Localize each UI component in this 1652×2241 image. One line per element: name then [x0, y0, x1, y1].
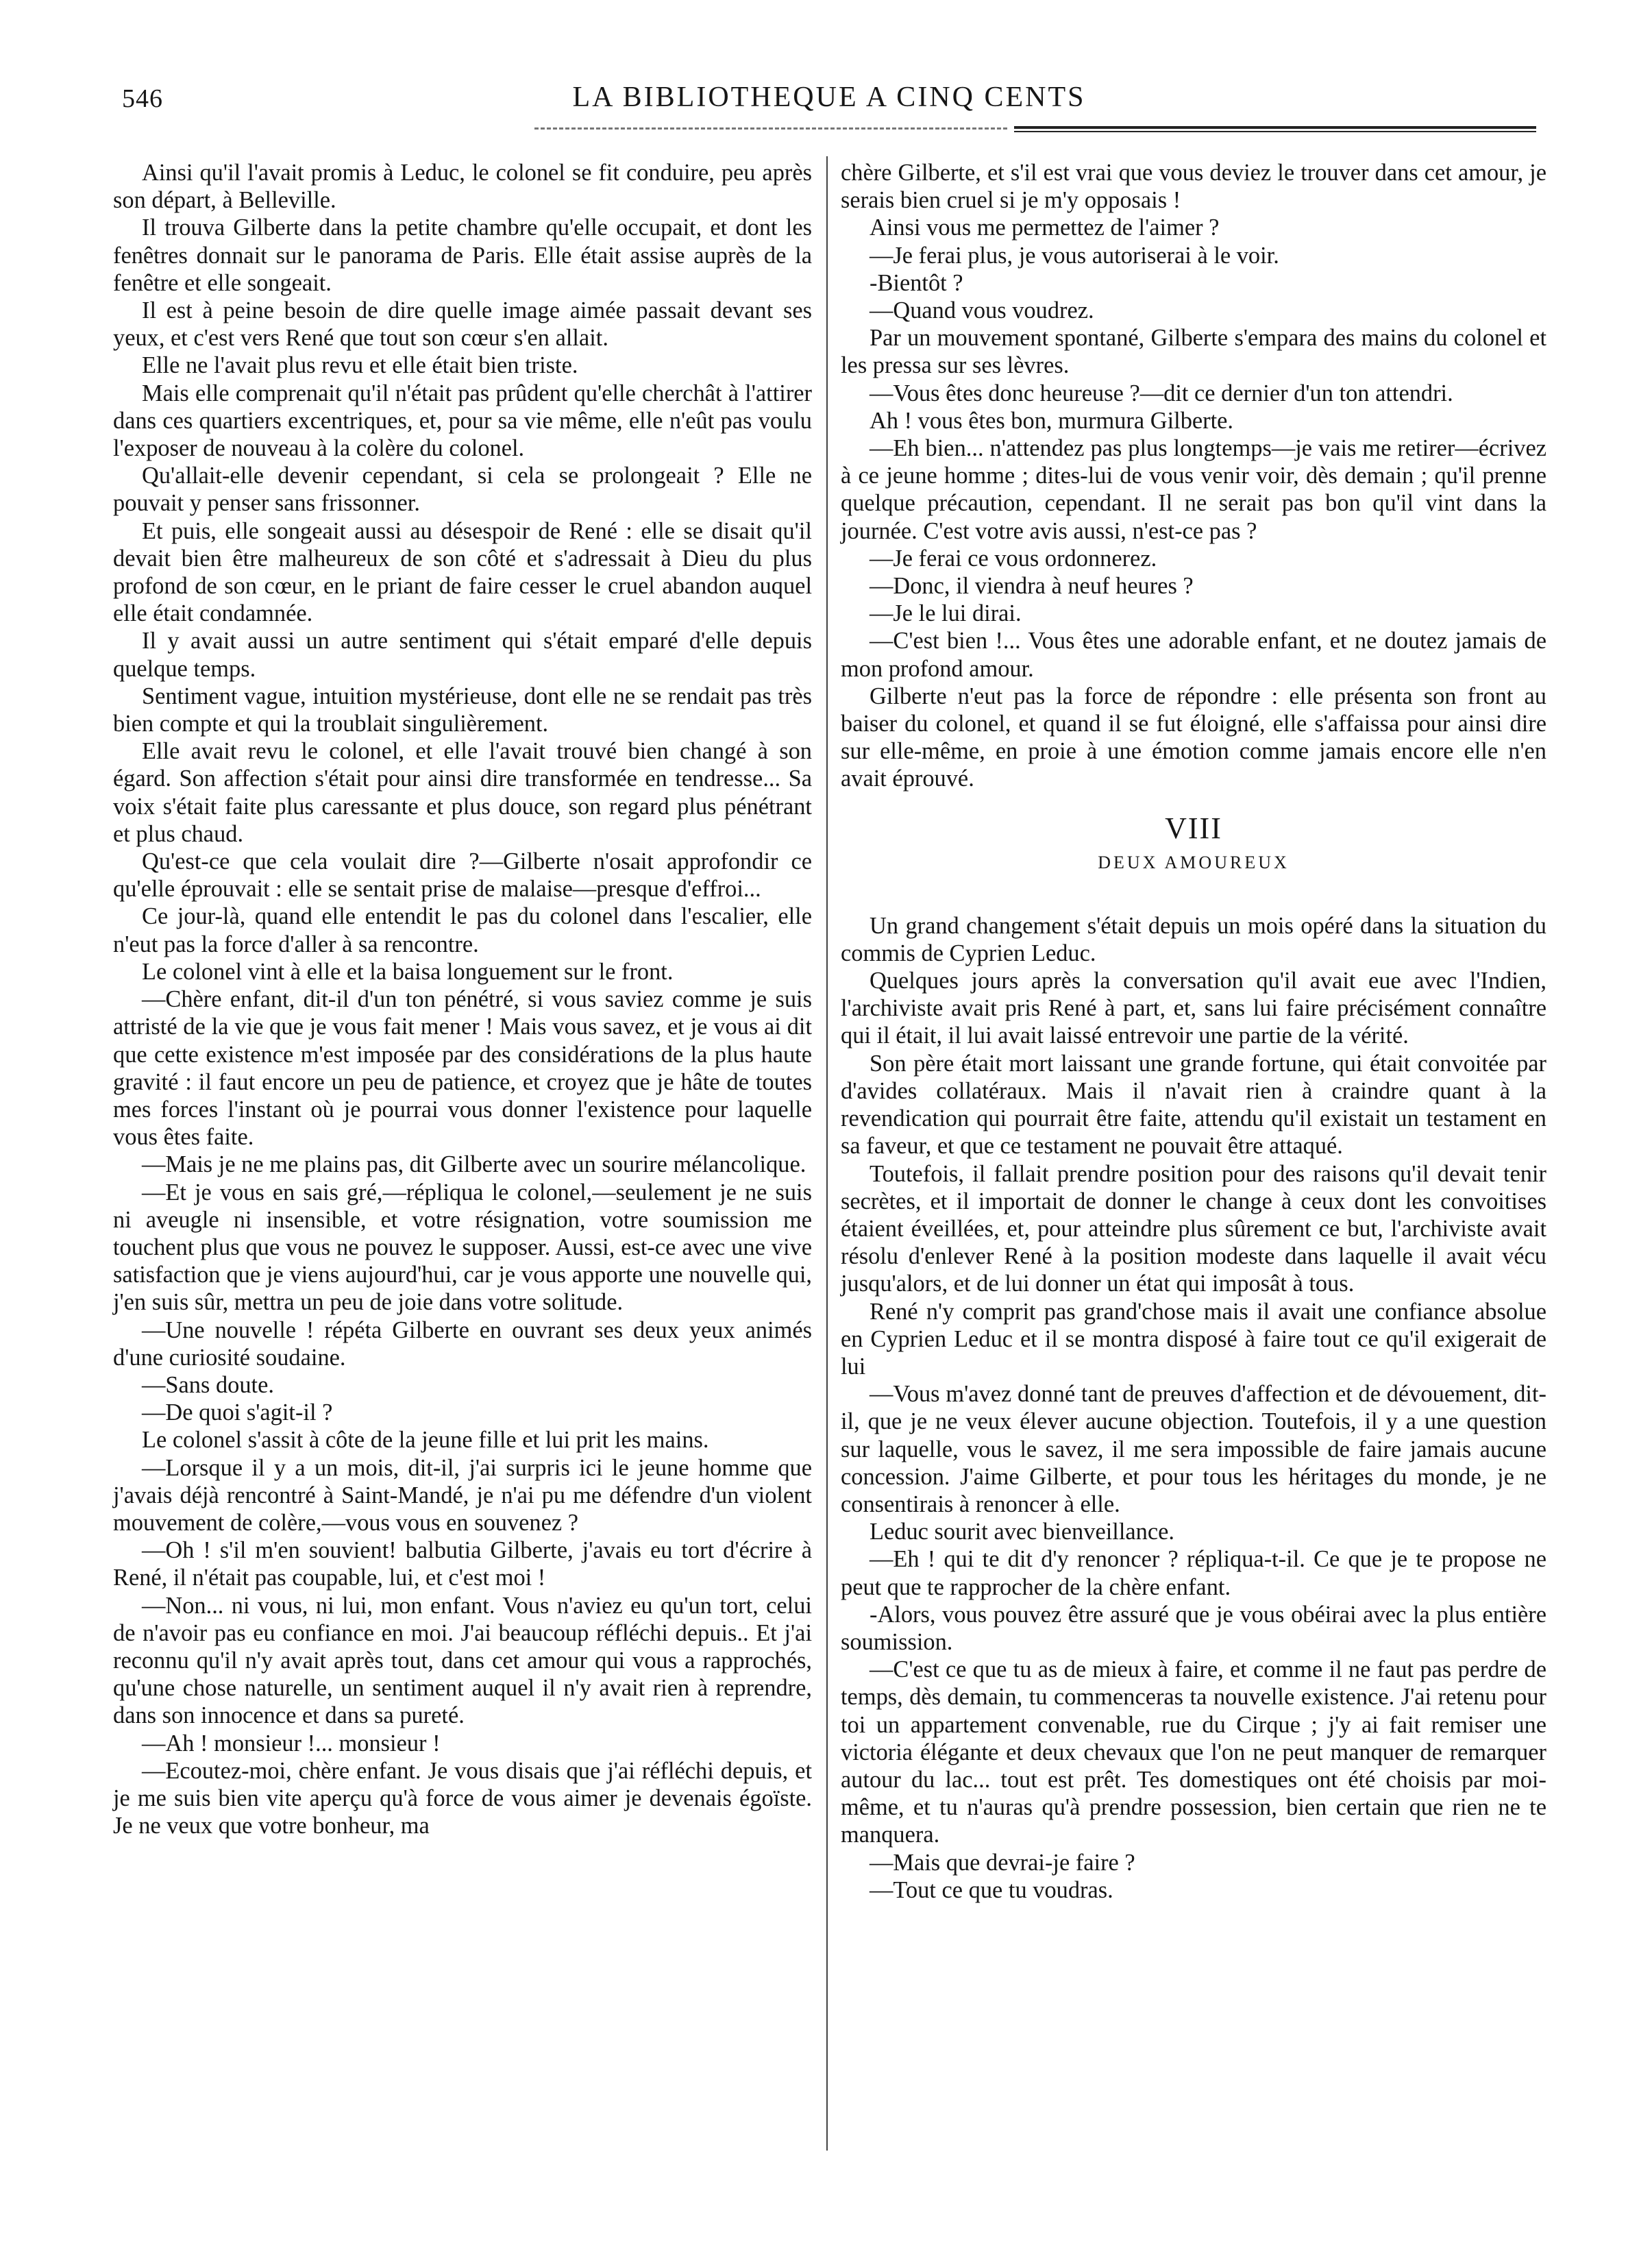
paragraph: Ah ! vous êtes bon, murmura Gilberte.: [870, 407, 1234, 434]
right-column: [841, 159, 1546, 1904]
paragraph: Il y avait aussi un autre sentiment qui s'était emparé d'elle depuis quelque temps.: [113, 628, 812, 682]
paragraph: Son père était mort laissant une grande fortune, qui était convoitée par d'avides collatéraux. Mais il n'avait rien à craindre quant à la revendication qui pourrait être faite, attendu qu'il existait un testament en sa faveur, et que ce testament ne pouvait être attaqué.: [841, 1050, 1546, 1160]
page-header: [122, 81, 1536, 129]
paragraph: —Vous êtes donc heureuse ?—dit ce dernier d'un ton attendri.: [870, 380, 1453, 406]
paragraph: —C'est ce que tu as de mieux à faire, et comme il ne faut pas perdre de temps, dès demain, tu commenceras ta nouvelle existence. J'ai retenu pour toi un appartement convenable, rue du Cirque ; j'y ai fait remiser une victoria élégante et deux chevaux que l'on ne peut manquer de remarquer autour du lac... tout est prêt. Tes domestiques ont été choisis par moi-même, et tu n'auras qu'à prendre possession, bien certain que rien ne te manquera.: [841, 1656, 1546, 1848]
paragraph: Toutefois, il fallait prendre position pour des raisons qu'il devait tenir secrètes, et il importait de donner le change à ceux dont les convoitises étaient éveillées, et, pour atteindre plus sûrement ce but, l'archiviste avait résolu d'enlever René à la position modeste dans laquelle il avait vécu jusqu'alors, et de lui donner un état qui imposât à tous.: [841, 1160, 1546, 1297]
paragraph: —Eh ! qui te dit d'y renoncer ? répliqua-t-il. Ce que je te propose ne peut que te rapprocher de la chère enfant.: [841, 1546, 1546, 1600]
header-dashed-rule: [534, 127, 1007, 130]
paragraph: —Non... ni vous, ni lui, mon enfant. Vous n'aviez eu qu'un tort, celui de n'avoir pas eu confiance en moi. J'ai beaucoup réfléchi depuis.. Et j'ai reconnu qu'il n'y avait après tout, dans cet amour qui vous a rapprochés, qu'une chose naturelle, un sentiment auquel il n'y avait rien à reprendre, dans son innocence et dans sa pureté.: [113, 1592, 812, 1729]
page-number: 546: [122, 84, 163, 113]
column-divider: [826, 156, 828, 2151]
paragraph: —Quand vous voudrez.: [870, 297, 1094, 324]
paragraph: —Je ferai ce vous ordonnerez.: [870, 545, 1157, 572]
paragraph: —Mais je ne me plains pas, dit Gilberte avec un sourire mélancolique.: [142, 1151, 806, 1178]
paragraph: Il trouva Gilberte dans la petite chambre qu'elle occupait, et dont les fenêtres donnait sur le panorama de Paris. Elle était assise auprès de la fenêtre et elle songeait.: [113, 215, 812, 296]
paragraph: —Chère enfant, dit-il d'un ton pénétré, si vous saviez comme je suis attristé de la vie que je vous fait mener ! Mais vous savez, et je vous ai dit que cette existence m'est imposée par des considérations de la plus haute gravité : il faut encore un peu de patience, et croyez que je hâte de toutes mes forces l'instant où je pourrai vous donner l'existence pour laquelle vous êtes faite.: [113, 986, 812, 1151]
paragraph: -Bientôt ?: [870, 269, 963, 296]
left-column: [113, 159, 812, 1839]
paragraph: Quelques jours après la conversation qu'il avait eue avec l'Indien, l'archiviste avait pris René à part, et, sans lui faire précisément connaître qui il était, il lui avait laissé entrevoir une partie de la vérité.: [841, 968, 1546, 1049]
paragraph: René n'y comprit pas grand'chose mais il avait une confiance absolue en Cyprien Leduc et il se montra disposé à faire tout ce qu'il exigerait de lui: [841, 1298, 1546, 1380]
paragraph: Ainsi qu'il l'avait promis à Leduc, le colonel se fit conduire, peu après son départ, à Belleville.: [113, 160, 812, 214]
paragraph: —Ecoutez-moi, chère enfant. Je vous disais que j'ai réfléchi depuis, et je me suis bien vite aperçu qu'à force de vous aimer je devenais égoïste. Je ne veux que votre bonheur, ma: [113, 1757, 812, 1839]
paragraph: Elle avait revu le colonel, et elle l'avait trouvé bien changé à son égard. Son affection s'était pour ainsi dire transformée en tendresse... Sa voix s'était faite plus caressante et plus douce, son regard plus pénétrant et plus chaud.: [113, 738, 812, 847]
paragraph: —Oh ! s'il m'en souvient! balbutia Gilberte, j'avais eu tort d'écrire à René, il n'était pas coupable, lui, et c'est moi !: [113, 1537, 812, 1591]
right-column-part-2: [841, 912, 1546, 1904]
paragraph: Gilberte n'eut pas la force de répondre : elle présenta son front au baiser du colonel, et quand il se fut éloigné, elle s'affaissa pour ainsi dire sur elle-même, en proie à une émotion comme jamais encore elle n'en avait éprouvé.: [841, 683, 1546, 792]
paragraph: Le colonel s'assit à côte de la jeune fille et lui prit les mains.: [142, 1427, 709, 1454]
paragraph: Qu'est-ce que cela voulait dire ?—Gilberte n'osait approfondir ce qu'elle éprouvait : elle se sentait prise de malaise—presque d'effroi...: [113, 848, 812, 903]
paragraph: Le colonel vint à elle et la baisa longuement sur le front.: [142, 958, 674, 985]
paragraph: —Et je vous en sais gré,—répliqua le colonel,—seulement je ne suis ni aveugle ni insensible, et votre résignation, votre soumission me touchent plus que vous ne pouvez le supposer. Aussi, est-ce avec une vive satisfaction que je viens aujourd'hui, car je vous apporte une nouvelle qui, j'en suis sûr, mettra un peu de joie dans votre solitude.: [113, 1179, 812, 1316]
paragraph: Par un mouvement spontané, Gilberte s'empara des mains du colonel et les pressa sur ses lèvres.: [841, 325, 1546, 379]
header-double-rule: [1014, 126, 1536, 132]
paragraph: —Donc, il viendra à neuf heures ?: [870, 573, 1194, 600]
running-title: LA BIBLIOTHEQUE A CINQ CENTS: [572, 82, 1086, 113]
paragraph: Sentiment vague, intuition mystérieuse, dont elle ne se rendait pas très bien compte et qui la troublait singulièrement.: [113, 683, 812, 737]
paragraph: —Mais que devrai-je faire ?: [870, 1849, 1135, 1876]
paragraph: —Une nouvelle ! répéta Gilberte en ouvrant ses deux yeux animés d'une curiosité soudaine.: [113, 1317, 812, 1371]
right-column-part-1: [841, 159, 1546, 793]
paragraph: —Je ferai plus, je vous autoriserai à le voir.: [870, 242, 1279, 269]
paragraph: Elle ne l'avait plus revu et elle était bien triste.: [142, 352, 578, 379]
paragraph: Un grand changement s'était depuis un mois opéré dans la situation du commis de Cyprien Leduc.: [841, 912, 1546, 966]
paragraph: —Ah ! monsieur !... monsieur !: [142, 1730, 441, 1756]
paragraph: Ce jour-là, quand elle entendit le pas du colonel dans l'escalier, elle n'eut pas la force d'aller à sa rencontre.: [113, 903, 812, 957]
paragraph: —Eh bien... n'attendez pas plus longtemps—je vais me retirer—écrivez à ce jeune homme ; dites-lui de vous venir voir, dès demain ; qu'il prenne quelque précaution, cependant. Il ne serait pas bon qu'il vint dans la journée. C'est votre avis aussi, n'est-ce pas ?: [841, 435, 1546, 544]
paragraph: Mais elle comprenait qu'il n'était pas prûdent qu'elle cherchât à l'attirer dans ces quartiers excentriques, et, pour sa vie même, elle n'eût pas voulu l'exposer de nouveau à la colère du colonel.: [113, 380, 812, 462]
paragraph: -Alors, vous pouvez être assuré que je vous obéirai avec la plus entière soumission.: [841, 1601, 1546, 1655]
paragraph: Ainsi vous me permettez de l'aimer ?: [870, 215, 1220, 241]
paragraph: Leduc sourit avec bienveillance.: [870, 1519, 1174, 1545]
paragraph: Il est à peine besoin de dire quelle image aimée passait devant ses yeux, et c'est vers René que tout son cœur s'en allait.: [113, 297, 812, 352]
paragraph: chère Gilberte, et s'il est vrai que vous deviez le trouver dans cet amour, je serais bien cruel si je m'y opposais !: [841, 160, 1546, 214]
paragraph: —C'est bien !... Vous êtes une adorable enfant, et ne doutez jamais de mon profond amour.: [841, 628, 1546, 682]
chapter-title: DEUX AMOUREUX: [1098, 852, 1290, 872]
paragraph: —Tout ce que tu voudras.: [870, 1876, 1113, 1903]
paragraph: —Sans doute.: [142, 1371, 274, 1398]
paragraph: —De quoi s'agit-il ?: [142, 1399, 333, 1426]
paragraph: —Je le lui dirai.: [870, 600, 1022, 627]
paragraph: Et puis, elle songeait aussi au désespoir de René : elle se disait qu'il devait bien être malheureux de son côté et s'adressait à Dieu du plus profond de son cœur, en le priant de faire cesser le cruel abandon auquel elle était condamnée.: [113, 517, 812, 627]
chapter-number: VIII: [1165, 811, 1222, 845]
paragraph: Qu'allait-elle devenir cependant, si cela se prolongeait ? Elle ne pouvait y penser sans frissonner.: [113, 463, 812, 517]
paragraph: —Lorsque il y a un mois, dit-il, j'ai surpris ici le jeune homme que j'avais déjà rencontré à Saint-Mandé, je n'ai pu me défendre d'un violent mouvement de colère,—vous vous en souvenez ?: [113, 1454, 812, 1536]
paragraph: —Vous m'avez donné tant de preuves d'affection et de dévouement, dit-il, que je ne veux élever aucune objection. Toutefois, il y a une question sur laquelle, vous le savez, il me sera impossible de faire jamais aucune concession. J'aime Gilberte, et pour tous les héritages du monde, je ne consentirais à renoncer à elle.: [841, 1381, 1546, 1517]
